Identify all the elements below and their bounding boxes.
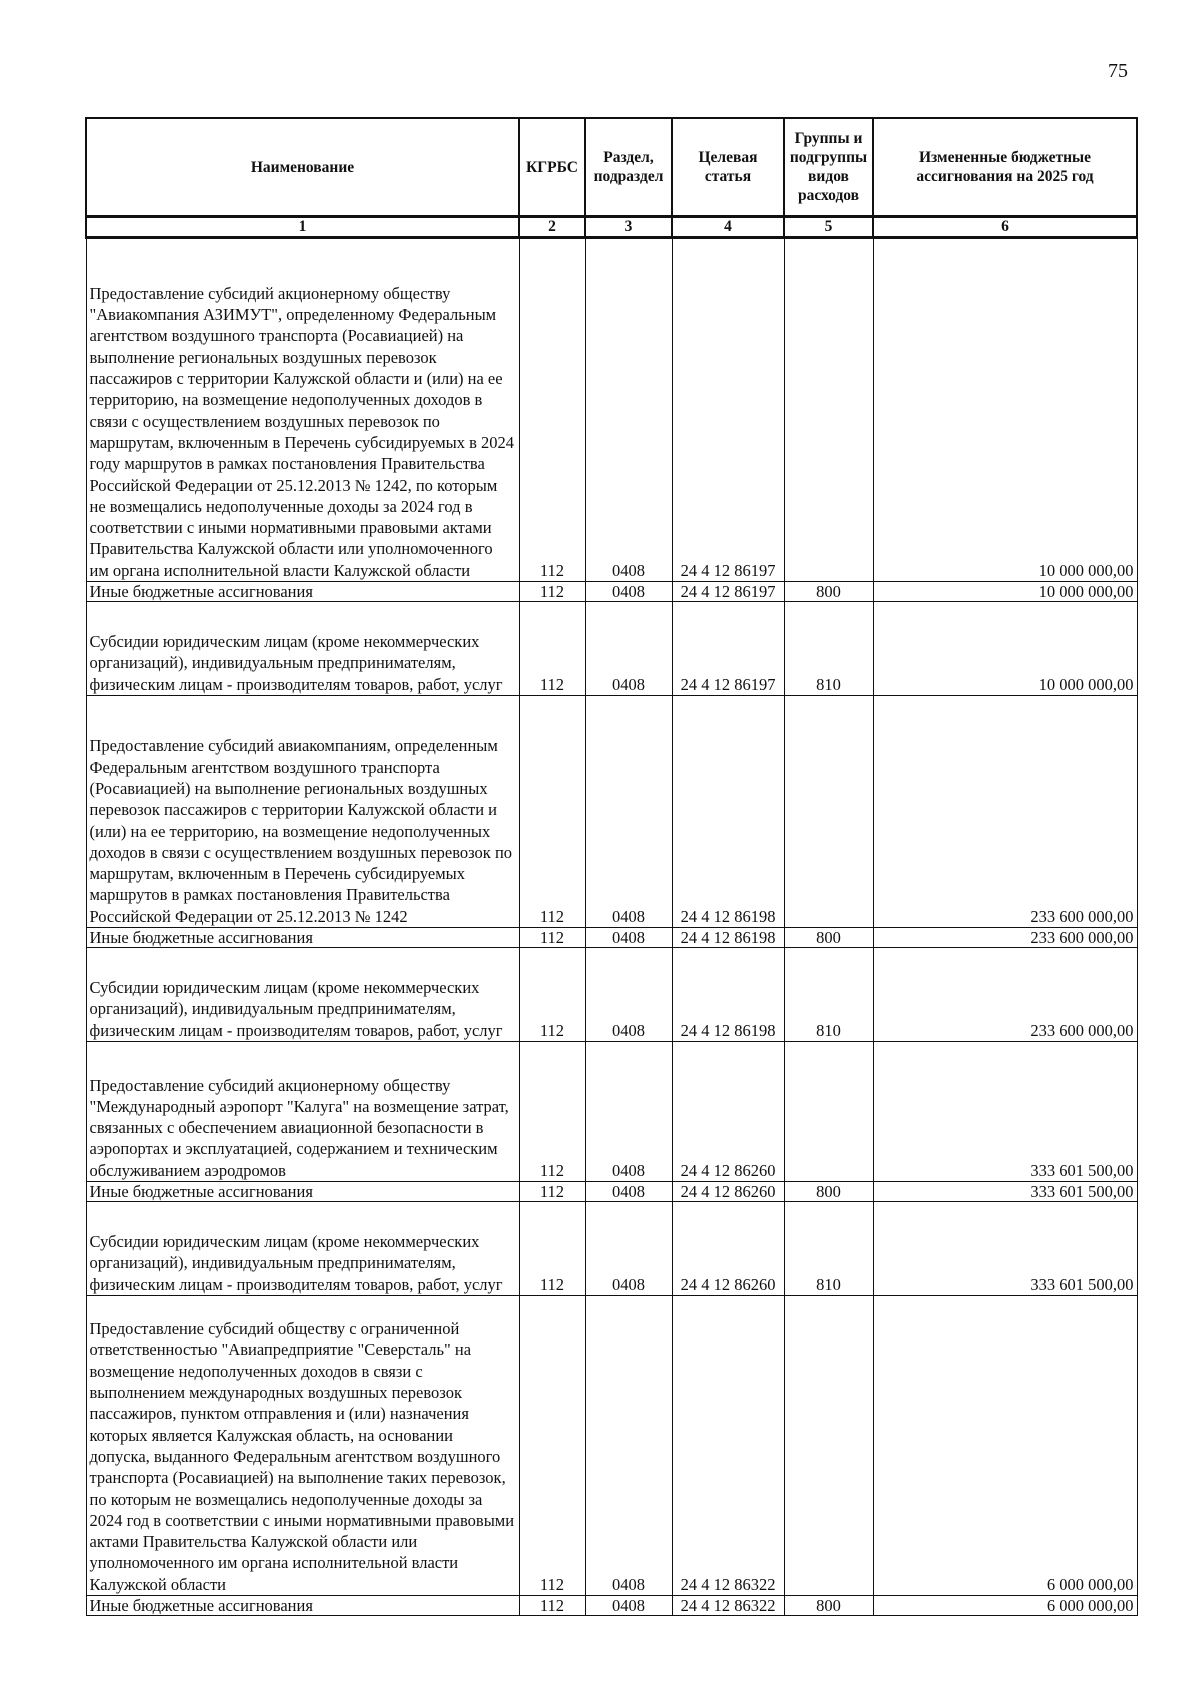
row-kgrbs: 112 bbox=[519, 696, 585, 928]
row-section: 0408 bbox=[585, 602, 672, 696]
row-group bbox=[784, 1296, 873, 1596]
row-amount: 10 000 000,00 bbox=[873, 602, 1137, 696]
row-group bbox=[784, 696, 873, 928]
column-number: 6 bbox=[873, 217, 1137, 238]
row-kgrbs: 112 bbox=[519, 602, 585, 696]
row-kgrbs: 112 bbox=[519, 1596, 585, 1616]
column-number: 2 bbox=[519, 217, 585, 238]
row-section: 0408 bbox=[585, 1596, 672, 1616]
column-number: 4 bbox=[672, 217, 784, 238]
column-number: 5 bbox=[784, 217, 873, 238]
row-section: 0408 bbox=[585, 948, 672, 1042]
row-target: 24 4 12 86198 bbox=[672, 928, 784, 948]
row-amount: 333 601 500,00 bbox=[873, 1042, 1137, 1182]
row-target: 24 4 12 86197 bbox=[672, 602, 784, 696]
row-name: Предоставление субсидий авиакомпаниям, определенным Федеральным агентством воздушного транспорта (Росавиацией) на выполнение региональных воздушных перевозок пассажиров с территории Калужской области и (или) на ее территорию, на возмещение недополученных доходов в связи с осуществлением воздушных перевозок по маршрутам, включенным в Перечень субсидируемых маршрутов в рамках постановления Правительства Российской Федерации от 25.12.2013 № 1242 bbox=[86, 696, 519, 928]
header-row bbox=[86, 118, 1137, 217]
row-group: 800 bbox=[784, 1182, 873, 1202]
row-group bbox=[784, 238, 873, 582]
row-target: 24 4 12 86322 bbox=[672, 1296, 784, 1596]
row-group: 800 bbox=[784, 582, 873, 602]
table-row bbox=[86, 1296, 1137, 1596]
page-number: 75 bbox=[1108, 60, 1128, 82]
row-target: 24 4 12 86198 bbox=[672, 948, 784, 1042]
table-row bbox=[86, 1182, 1137, 1202]
header-section: Раздел, подраздел bbox=[585, 118, 672, 217]
row-name: Иные бюджетные ассигнования bbox=[86, 928, 519, 948]
row-kgrbs: 112 bbox=[519, 928, 585, 948]
row-amount: 10 000 000,00 bbox=[873, 238, 1137, 582]
header-group: Группы и подгруппы видов расходов bbox=[784, 118, 873, 217]
row-section: 0408 bbox=[585, 928, 672, 948]
row-kgrbs: 112 bbox=[519, 1296, 585, 1596]
table-row bbox=[86, 238, 1137, 582]
row-group: 800 bbox=[784, 1596, 873, 1616]
row-name: Предоставление субсидий акционерному обществу "Авиакомпания АЗИМУТ", определенному Федеральным агентством воздушного транспорта (Росавиацией) на выполнение региональных воздушных перевозок пассажиров с территории Калужской области и (или) на ее территорию, на возмещение недополученных доходов в связи с осуществлением воздушных перевозок по маршрутам, включенным в Перечень субсидируемых в 2024 году маршрутов в рамках постановления Правительства Российской Федерации от 25.12.2013 № 1242, по которым не возмещались недополученные доходы за 2024 год в соответствии с иными нормативными правовыми актами Правительства Калужской области или уполномоченного им органа исполнительной власти Калужской области bbox=[86, 238, 519, 582]
table-row bbox=[86, 602, 1137, 696]
budget-table bbox=[85, 117, 1138, 1616]
row-section: 0408 bbox=[585, 1202, 672, 1296]
row-amount: 6 000 000,00 bbox=[873, 1296, 1137, 1596]
row-amount: 233 600 000,00 bbox=[873, 928, 1137, 948]
row-name: Иные бюджетные ассигнования bbox=[86, 1182, 519, 1202]
row-amount: 6 000 000,00 bbox=[873, 1596, 1137, 1616]
row-target: 24 4 12 86198 bbox=[672, 696, 784, 928]
row-name: Иные бюджетные ассигнования bbox=[86, 582, 519, 602]
table-body bbox=[86, 238, 1137, 1616]
row-group: 810 bbox=[784, 602, 873, 696]
row-amount: 233 600 000,00 bbox=[873, 948, 1137, 1042]
row-target: 24 4 12 86322 bbox=[672, 1596, 784, 1616]
row-kgrbs: 112 bbox=[519, 1042, 585, 1182]
row-kgrbs: 112 bbox=[519, 582, 585, 602]
table-row bbox=[86, 582, 1137, 602]
table-row bbox=[86, 1596, 1137, 1616]
row-name: Субсидии юридическим лицам (кроме некоммерческих организаций), индивидуальным предпринимателям, физическим лицам - производителям товаров, работ, услуг bbox=[86, 602, 519, 696]
row-amount: 333 601 500,00 bbox=[873, 1202, 1137, 1296]
row-kgrbs: 112 bbox=[519, 1202, 585, 1296]
table-row bbox=[86, 948, 1137, 1042]
table-row bbox=[86, 928, 1137, 948]
row-target: 24 4 12 86260 bbox=[672, 1042, 784, 1182]
table-row bbox=[86, 1202, 1137, 1296]
row-group: 810 bbox=[784, 1202, 873, 1296]
table-row bbox=[86, 696, 1137, 928]
row-name: Субсидии юридическим лицам (кроме некоммерческих организаций), индивидуальным предпринимателям, физическим лицам - производителям товаров, работ, услуг bbox=[86, 948, 519, 1042]
row-name: Субсидии юридическим лицам (кроме некоммерческих организаций), индивидуальным предпринимателям, физическим лицам - производителям товаров, работ, услуг bbox=[86, 1202, 519, 1296]
row-section: 0408 bbox=[585, 1042, 672, 1182]
header-target: Целевая статья bbox=[672, 118, 784, 217]
column-number: 1 bbox=[86, 217, 519, 238]
header-kgrbs: КГРБС bbox=[519, 118, 585, 217]
row-section: 0408 bbox=[585, 696, 672, 928]
row-amount: 10 000 000,00 bbox=[873, 582, 1137, 602]
header-name: Наименование bbox=[86, 118, 519, 217]
row-section: 0408 bbox=[585, 1296, 672, 1596]
row-target: 24 4 12 86197 bbox=[672, 238, 784, 582]
row-kgrbs: 112 bbox=[519, 1182, 585, 1202]
row-kgrbs: 112 bbox=[519, 948, 585, 1042]
header-amount: Измененные бюджетные ассигнования на 2025 год bbox=[873, 118, 1137, 217]
row-target: 24 4 12 86260 bbox=[672, 1202, 784, 1296]
row-kgrbs: 112 bbox=[519, 238, 585, 582]
row-name: Иные бюджетные ассигнования bbox=[86, 1596, 519, 1616]
table-row bbox=[86, 1042, 1137, 1182]
row-amount: 233 600 000,00 bbox=[873, 696, 1137, 928]
row-name: Предоставление субсидий обществу с ограниченной ответственностью "Авиапредприятие "Северсталь" на возмещение недополученных доходов в связи с выполнением международных воздушных перевозок пассажиров, пунктом отправления и (или) назначения которых является Калужская область, на основании допуска, выданного Федеральным агентством воздушного транспорта (Росавиацией) на выполнение таких перевозок, по которым не возмещались недополученные доходы за 2024 год в соответствии с иными нормативными правовыми актами Правительства Калужской области или уполномоченного им органа исполнительной власти Калужской области bbox=[86, 1296, 519, 1596]
row-group: 810 bbox=[784, 948, 873, 1042]
column-number: 3 bbox=[585, 217, 672, 238]
row-section: 0408 bbox=[585, 582, 672, 602]
row-section: 0408 bbox=[585, 1182, 672, 1202]
row-target: 24 4 12 86197 bbox=[672, 582, 784, 602]
row-target: 24 4 12 86260 bbox=[672, 1182, 784, 1202]
row-group bbox=[784, 1042, 873, 1182]
row-group: 800 bbox=[784, 928, 873, 948]
row-name: Предоставление субсидий акционерному обществу "Международный аэропорт "Калуга" на возмещение затрат, связанных с обеспечением авиационной безопасности в аэропортах и эксплуатацией, содержанием и техническим обслуживанием аэродромов bbox=[86, 1042, 519, 1182]
column-number-row bbox=[86, 217, 1137, 238]
row-section: 0408 bbox=[585, 238, 672, 582]
row-amount: 333 601 500,00 bbox=[873, 1182, 1137, 1202]
